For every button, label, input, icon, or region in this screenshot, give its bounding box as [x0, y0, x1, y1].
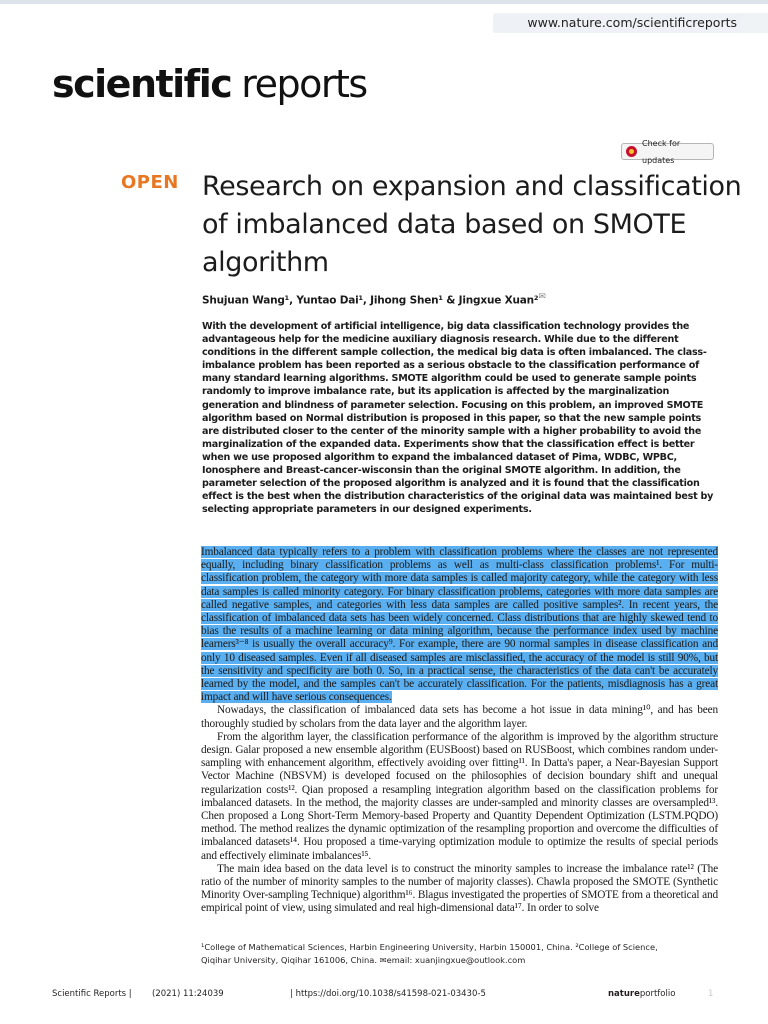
page-number: 1 — [708, 989, 714, 999]
mail-icon[interactable]: ✉ — [538, 292, 546, 302]
footer-journal: Scientific Reports | — [52, 989, 132, 999]
body-paragraph-2: Nowadays, the classification of imbalanced data sets has become a hot issue in data mining¹⁰, and has been thoroughly studied by scholars from the data layer and the algorithm layer. — [201, 704, 718, 730]
author-list — [202, 292, 742, 307]
open-access-label: OPEN — [121, 172, 179, 193]
viewer-top-bar — [0, 0, 768, 4]
journal-logo — [52, 60, 367, 110]
author-names[interactable]: Shujuan Wang¹, Yuntao Dai¹, Jihong Shen¹ & Jingxue Xuan² — [202, 294, 539, 307]
url-bar-end — [740, 13, 768, 33]
affiliation-line-1: ¹College of Mathematical Sciences, Harbin Engineering University, Harbin 150001, China. ²College of Science, — [201, 942, 658, 952]
footer-volume: (2021) 11:24039 — [152, 989, 224, 999]
journal-url[interactable]: www.nature.com/scientificreports — [493, 13, 743, 33]
publisher-logo-bold: nature — [608, 989, 640, 999]
selected-text-highlight[interactable]: Imbalanced data typically refers to a problem with classification problems where the classes are not represented equally, including binary classification problems as well as multi-class classification problems¹. For multi-classification problem, the category with more data samples is called majority category, while the category with less data samples is called minority category. For binary classification problems, categories with more data samples are called negative samples, and categories with less data samples are called positive samples². In recent years, the classification of imbalanced data sets has been widely concerned. Class distributions that are highly skewed tend to bias the results of a machine learning or data mining algorithm, because the performance index used by machine learners³⁻⁸ is usually the overall accuracy⁹. For example, there are 90 normal samples in disease classification and only 10 diseased samples. Even if all diseased samples are misclassified, the accuracy of the model is still 90%, but the sensitivity and specificity are both 0. So, in a practical sense, the characteristics of the data can't be accurately learned by the model, and the samples can't be accurately classification. For the patients, misdiagnosis has a great impact and will have serious consequences. — [201, 546, 718, 704]
body-paragraph-4: The main idea based on the data level is to construct the minority samples to increase the imbalance rate¹² (The ratio of the number of minority samples to the number of majority classes). Chawla proposed the SMOTE (Synthetic Minority Over-sampling Technique) algorithm¹⁶. Blagus investigated the properties of SMOTE from a theoretical and empirical point of view, using simulated and real high-dimensional data¹⁷. In order to solve — [201, 862, 718, 915]
journal-logo-bold: scientific — [52, 62, 232, 106]
affiliation-line-2: Qiqihar University, Qiqihar 161006, China. ✉email: xuanjingxue@outlook.com — [201, 955, 526, 965]
publisher-logo-light: portfolio — [639, 989, 676, 999]
article-body — [201, 546, 718, 916]
abstract: With the development of artificial intelligence, big data classification technology provides the advantageous help for the medicine auxiliary diagnosis research. While due to the different conditions in the different sample collection, the medical big data is often imbalanced. The class-imbalance problem has been reported as a serious obstacle to the classification performance of many standard learning algorithms. SMOTE algorithm could be used to generate sample points randomly to improve imbalance rate, but its application is affected by the marginalization generation and blindness of parameter selection. Focusing on this problem, an improved SMOTE algorithm based on Normal distribution is proposed in this paper, so that the new sample points are distributed closer to the center of the minority sample with a higher probability to avoid the marginalization of the expanded data. Experiments show that the classification effect is better when we use proposed algorithm to expand the imbalanced dataset of Pima, WDBC, WPBC, Ionosphere and Breast-cancer-wisconsin than the original SMOTE algorithm. In addition, the parameter selection of the proposed algorithm is analyzed and it is found that the classification effect is the best when the distribution characteristics of the original data was maintained best by selecting appropriate parameters in our designed experiments. — [202, 321, 714, 516]
check-for-updates-button[interactable] — [621, 138, 714, 165]
body-paragraph-1 — [201, 546, 718, 704]
affiliations-footnote — [201, 941, 721, 967]
footer-doi-link[interactable]: | https://doi.org/10.1038/s41598-021-03430-5 — [290, 989, 486, 999]
crossmark-icon — [626, 146, 637, 157]
journal-logo-light: reports — [241, 62, 367, 106]
check-for-updates-label: Check for updates — [642, 138, 681, 165]
article-title: Research on expansion and classification of imbalanced data based on SMOTE algorithm — [202, 171, 742, 278]
body-paragraph-3: From the algorithm layer, the classification performance of the algorithm is improved by the algorithm structure design. Galar proposed a new ensemble algorithm (EUSBoost) based on RUSBoost, which combines random under-sampling with enhancement algorithm, effectively avoiding over fitting¹¹. In Datta's paper, a Near-Bayesian Support Vector Machine (NBSVM) is developed focused on the philosophies of decision boundary shift and unequal regularization costs¹². Qian proposed a resampling integration algorithm based on the classification problems for imbalanced datasets. In the method, the majority classes are under-sampled and minority classes are oversampled¹³. Chen proposed a Long Short-Term Memory-based Property and Quantity Dependent Optimization (LSTM.PQDO) method. The method realizes the dynamic optimization of the resampling proportion and overcome the difficulties of imbalanced datasets¹⁴. Hou proposed a time-varying optimization module to optimize the results of special periods and effectively eliminate imbalances¹⁵. — [201, 730, 718, 862]
publisher-logo — [608, 989, 675, 999]
page-footer — [52, 989, 722, 1005]
